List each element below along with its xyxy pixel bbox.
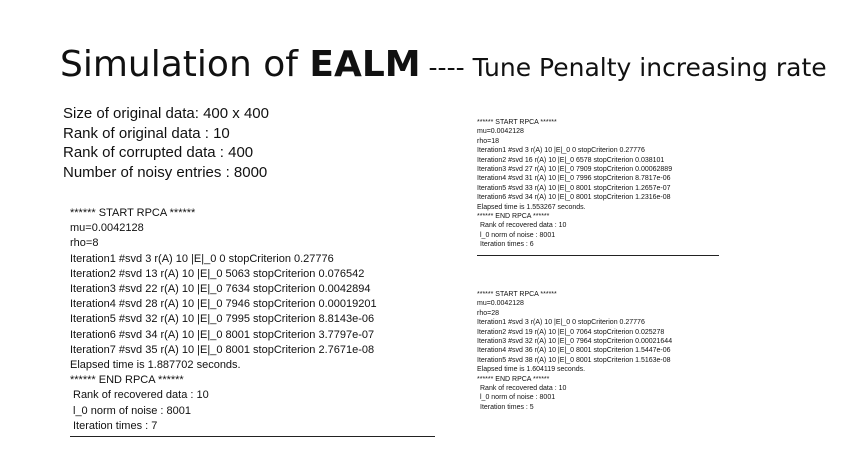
divider: [477, 250, 719, 256]
log-iteration: Iteration5 #svd 32 r(A) 10 |E|_0 7995 stopCriterion 8.8143e-06: [70, 313, 375, 326]
log-iteration: Iteration2 #svd 16 r(A) 10 |E|_0 6578 stopCriterion 0.038101: [477, 156, 665, 164]
title-prefix: Simulation of: [60, 44, 310, 85]
log-result: l_0 norm of noise : 8001: [73, 404, 192, 417]
log-param-rho: rho=28: [477, 309, 499, 317]
log-result: Rank of recovered data : 10: [480, 385, 567, 393]
rpca-log-rho-8: [70, 206, 435, 437]
info-line: Size of original data: 400 x 400: [63, 105, 269, 122]
log-iteration: Iteration4 #svd 31 r(A) 10 |E|_0 7996 stopCriterion 8.7817e-06: [477, 175, 671, 183]
log-iteration: Iteration5 #svd 33 r(A) 10 |E|_0 8001 stopCriterion 1.2657e-07: [477, 184, 671, 192]
log-header: ****** START RPCA ******: [477, 291, 557, 298]
rpca-log-rho-18: [477, 118, 719, 256]
title-method: EALM: [309, 44, 421, 85]
log-iteration: Iteration7 #svd 35 r(A) 10 |E|_0 8001 stopCriterion 2.7671e-08: [70, 343, 375, 356]
info-line: Rank of original data : 10: [63, 124, 230, 142]
log-end: ****** END RPCA ******: [477, 213, 550, 221]
log-result: Iteration times : 5: [480, 403, 534, 411]
log-param-rho: rho=18: [477, 137, 499, 145]
log-result: Iteration times : 6: [480, 241, 534, 249]
log-iteration: Iteration6 #svd 34 r(A) 10 |E|_0 8001 stopCriterion 3.7797e-07: [70, 328, 375, 341]
log-iteration: Iteration5 #svd 38 r(A) 10 |E|_0 8001 stopCriterion 1.5163e-08: [477, 356, 671, 364]
log-iteration: Iteration1 #svd 3 r(A) 10 |E|_0 0 stopCriterion 0.27776: [477, 319, 645, 327]
log-iteration: Iteration2 #svd 13 r(A) 10 |E|_0 5063 stopCriterion 0.076542: [70, 267, 365, 280]
title-separator: ----: [420, 53, 473, 82]
log-result: Rank of recovered data : 10: [480, 222, 567, 230]
log-iteration: Iteration3 #svd 27 r(A) 10 |E|_0 7909 stopCriterion 0.00062889: [477, 166, 673, 174]
log-result: l_0 norm of noise : 8001: [480, 394, 556, 402]
log-iteration: Iteration4 #svd 36 r(A) 10 |E|_0 8001 stopCriterion 1.5447e-06: [477, 347, 671, 355]
log-param-mu: mu=0.0042128: [477, 300, 524, 308]
log-iteration: Iteration1 #svd 3 r(A) 10 |E|_0 0 stopCriterion 0.27776: [477, 147, 645, 155]
log-iteration: Iteration6 #svd 34 r(A) 10 |E|_0 8001 stopCriterion 1.2316e-08: [477, 194, 671, 202]
log-param-rho: rho=8: [70, 237, 99, 250]
log-elapsed: Elapsed time is 1.887702 seconds.: [70, 359, 241, 372]
log-param-mu: mu=0.0042128: [477, 128, 524, 136]
info-line: Number of noisy entries : 8000: [63, 163, 268, 181]
log-elapsed: Elapsed time is 1.604119 seconds.: [477, 366, 586, 374]
log-header: ****** START RPCA ******: [477, 119, 557, 126]
log-result: Rank of recovered data : 10: [73, 389, 209, 402]
divider: [70, 434, 435, 437]
log-iteration: Iteration4 #svd 28 r(A) 10 |E|_0 7946 stopCriterion 0.00019201: [70, 298, 377, 311]
log-end: ****** END RPCA ******: [477, 375, 550, 383]
slide-title: [60, 44, 827, 85]
log-iteration: Iteration3 #svd 32 r(A) 10 |E|_0 7964 stopCriterion 0.00021644: [477, 338, 673, 346]
log-header: ****** START RPCA ******: [70, 207, 196, 219]
info-line: Rank of corrupted data : 400: [63, 144, 254, 161]
log-param-mu: mu=0.0042128: [70, 222, 144, 235]
log-end: ****** END RPCA ******: [70, 374, 184, 387]
log-result: l_0 norm of noise : 8001: [480, 231, 556, 239]
log-result: Iteration times : 7: [73, 419, 158, 432]
data-description: [63, 104, 269, 182]
title-subtitle: Tune Penalty increasing rate: [472, 53, 827, 82]
log-iteration: Iteration3 #svd 22 r(A) 10 |E|_0 7634 stopCriterion 0.0042894: [70, 283, 371, 296]
log-iteration: Iteration2 #svd 19 r(A) 10 |E|_0 7064 stopCriterion 0.025278: [477, 328, 665, 336]
log-iteration: Iteration1 #svd 3 r(A) 10 |E|_0 0 stopCriterion 0.27776: [70, 252, 334, 265]
rpca-log-rho-28: [477, 290, 672, 412]
log-elapsed: Elapsed time is 1.553267 seconds.: [477, 203, 586, 211]
